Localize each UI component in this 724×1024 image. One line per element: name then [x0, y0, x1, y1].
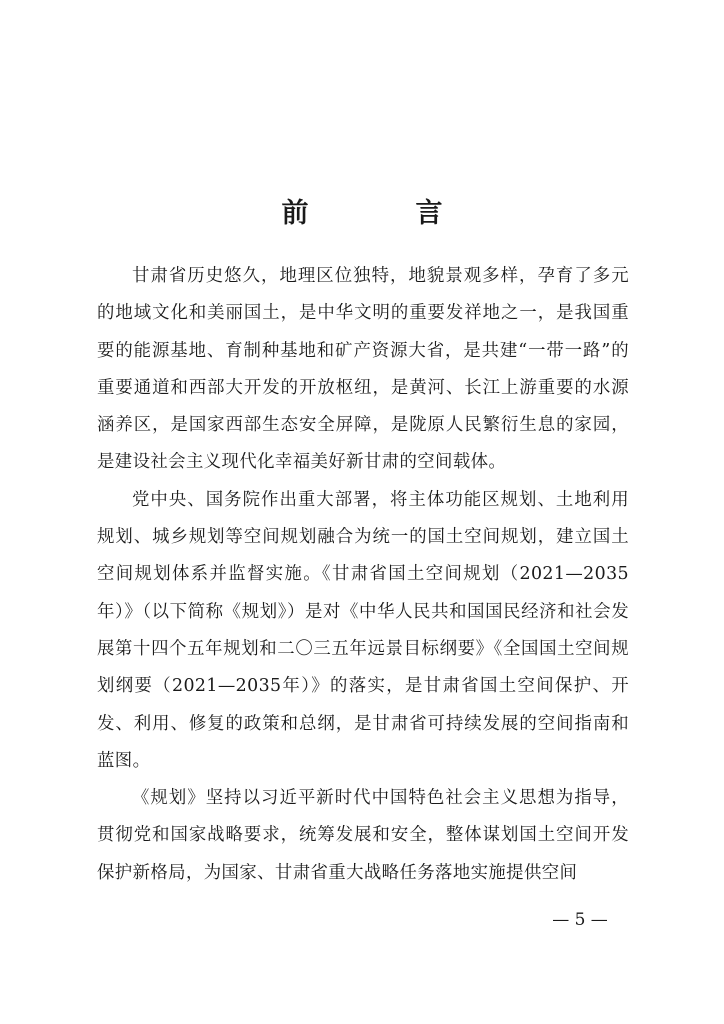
paragraph-1: 甘肃省历史悠久，地理区位独特，地貌景观多样，孕育了多元的地域文化和美丽国土，是中华文明的重要发祥地之一，是我国重要的能源基地、育制种基地和矿产资源大省，是共建“一带一路”的重要通道和西部大开发的开放枢纽，是黄河、长江上游重要的水源涵养区，是国家西部生态安全屏障，是陇原人民繁衍生息的家园，是建设社会主义现代化幸福美好新甘肃的空间载体。	[97, 266, 629, 473]
paragraph-3: 《规划》坚持以习近平新时代中国特色社会主义思想为指导，贯彻党和国家战略要求，统筹发展和安全，整体谋划国土空间开发保护新格局，为国家、甘肃省重大战略任务落地实施提供空间	[97, 788, 629, 883]
paragraph-2: 党中央、国务院作出重大部署，将主体功能区规划、土地利用规划、城乡规划等空间规划融合为统一的国土空间规划，建立国土空间规划体系并监督实施。《甘肃省国土空间规划（2021—2035年）》（以下简称《规划》）是对《中华人民共和国国民经济和社会发展第十四个五年规划和二〇三五年远景目标纲要》《全国国土空间规划纲要（2021—2035年）》的落实，是甘肃省国土空间保护、开发、利用、修复的政策和总纲，是甘肃省可持续发展的空间指南和蓝图。	[97, 489, 629, 771]
body-text	[97, 258, 629, 892]
page-number: — 5 —	[552, 910, 608, 930]
page-title: 前 言	[281, 198, 483, 229]
